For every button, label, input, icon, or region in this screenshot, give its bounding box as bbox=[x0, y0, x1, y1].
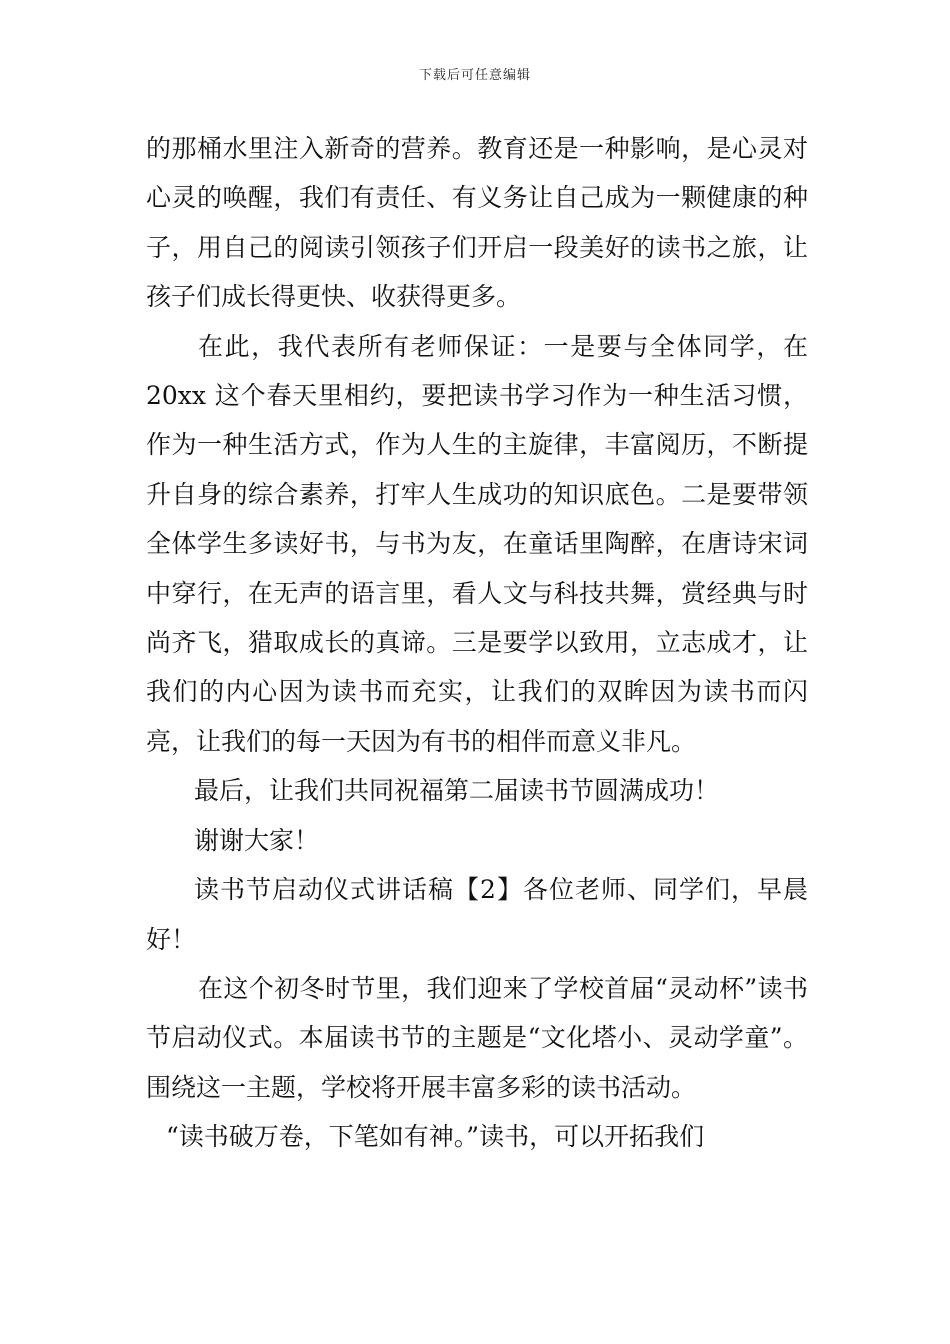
paragraph-2: 在此，我代表所有老师保证：一是要与全体同学，在 20xx 这个春天里相约，要把读书学习作为一种生活习惯，作为一种生活方式，作为人生的主旋律，丰富阅历，不断提升自身的综合素养，打牢人生成功的知识底色。二是要带领全体学生多读好书，与书为友，在童话里陶醉，在唐诗宋词中穿行，在无声的语言里，看人文与科技共舞，赏经典与时尚齐飞，猎取成长的真谛。三是要学以致用，立志成才，让我们的内心因为读书而充实，让我们的双眸因为读书而闪亮，让我们的每一天因为有书的相伴而意义非凡。 bbox=[146, 331, 808, 756]
document-body bbox=[146, 124, 808, 1162]
paragraph-5: 读书节启动仪式讲话稿【2】各位老师、同学们，早晨好！ bbox=[146, 875, 808, 954]
page-header: 下载后可任意编辑 bbox=[418, 68, 531, 83]
paragraph-6: 在这个初冬时节里，我们迎来了学校首届“灵动杯”读书节启动仪式。本届读书节的主题是“文化塔小、灵动学童”。 围绕这一主题，学校将开展丰富多彩的读书活动。 bbox=[146, 973, 808, 1102]
paragraph-4: 谢谢大家！ bbox=[194, 825, 320, 855]
paragraph-1: 的那桶水里注入新奇的营养。教育还是一种影响，是心灵对心灵的唤醒，我们有责任、有义务让自己成为一颗健康的种子，用自己的阅读引领孩子们开启一段美好的读书之旅，让孩子们成长得更快、收获得更多。 bbox=[146, 134, 808, 312]
paragraph-3: 最后，让我们共同祝福第二届读书节圆满成功！ bbox=[194, 776, 720, 806]
paragraph-7: “读书破万卷，下笔如有神。”读书，可以开拓我们 bbox=[166, 1122, 705, 1152]
